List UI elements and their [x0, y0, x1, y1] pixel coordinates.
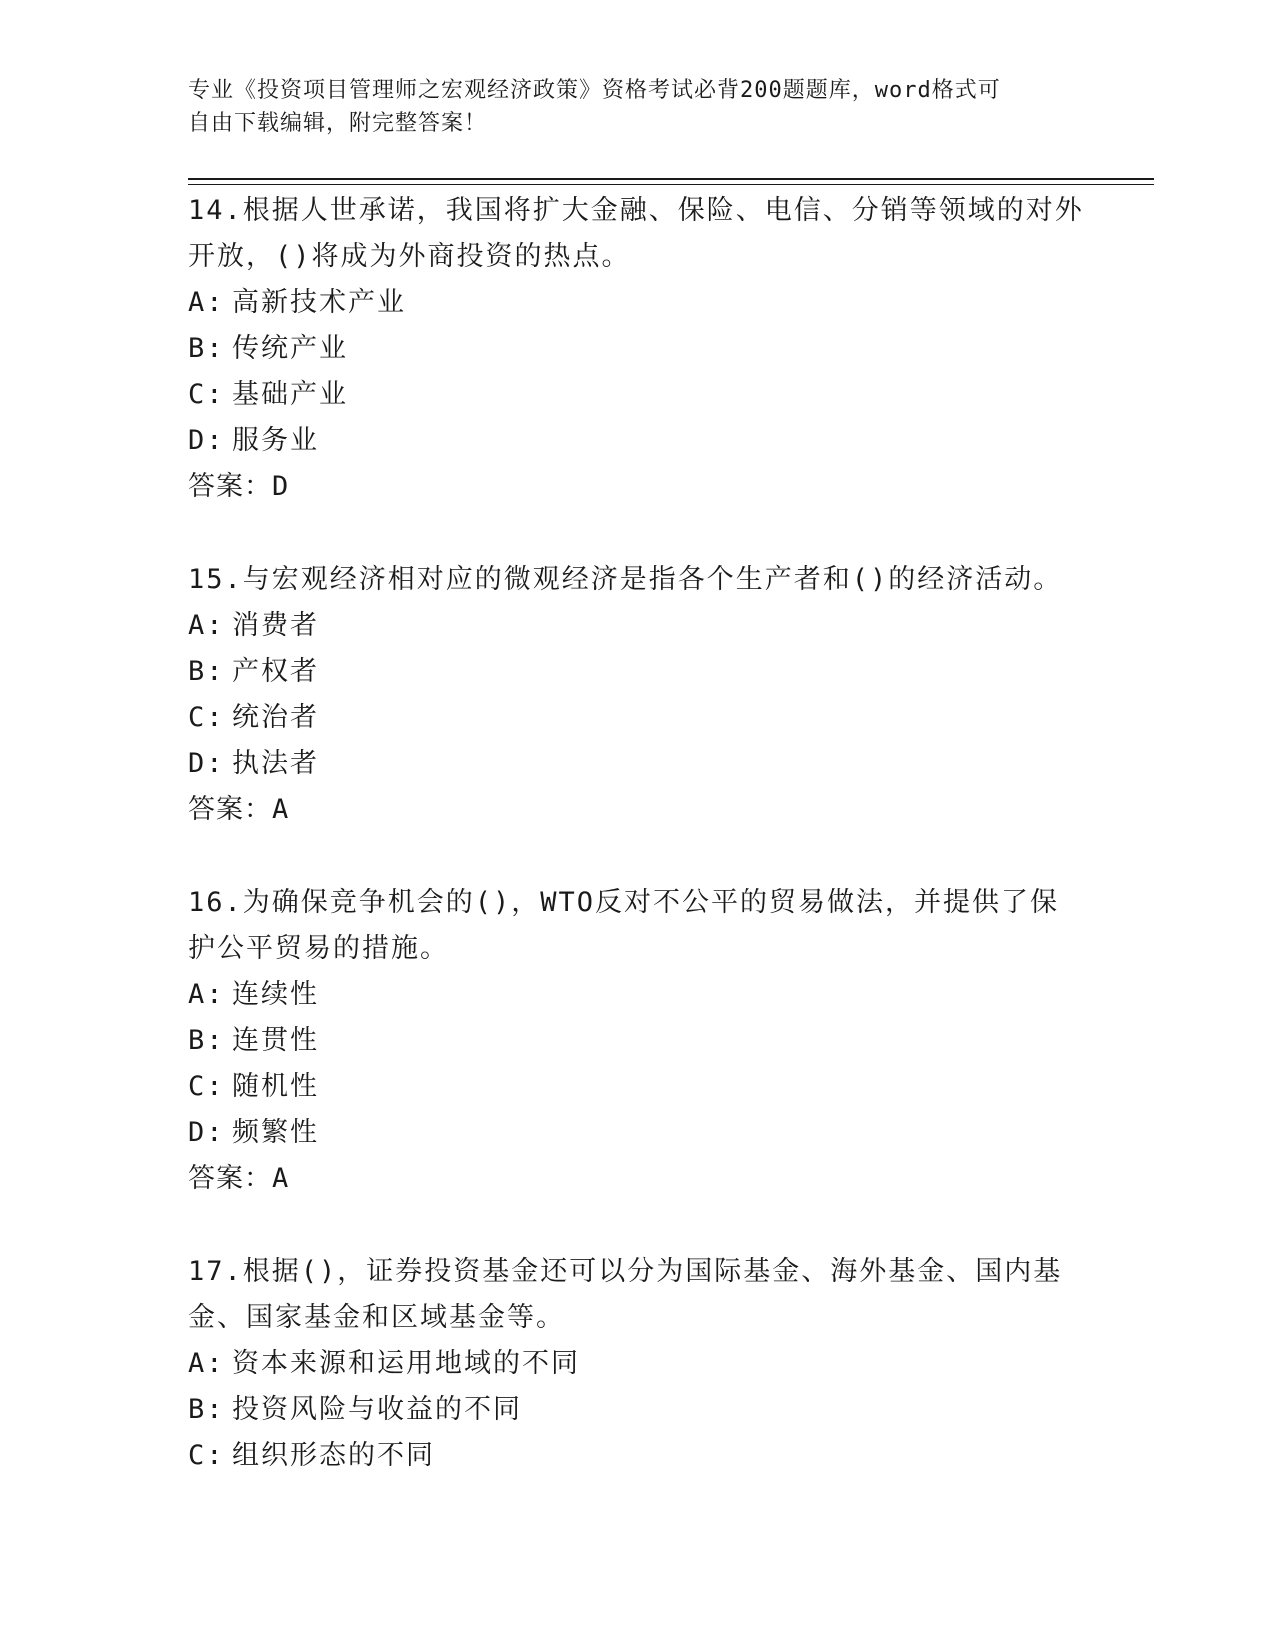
- question-text: 15.与宏观经济相对应的微观经济是指各个生产者和()的经济活动。: [188, 564, 1063, 595]
- header-line-1: 专业《投资项目管理师之宏观经济政策》资格考试必背200题题库，word格式可: [188, 78, 1001, 103]
- option-text: 连贯性: [232, 1025, 319, 1056]
- option-letter: D:: [188, 748, 225, 779]
- option-text: 频繁性: [232, 1117, 319, 1148]
- question-text: 16.为确保竞争机会的()，WTO反对不公平的贸易做法，并提供了保护公平贸易的措施。: [188, 887, 1060, 964]
- question-15: [188, 557, 1088, 833]
- option-text: 连续性: [232, 979, 319, 1010]
- option-text: 组织形态的不同: [232, 1440, 435, 1471]
- option-d: [188, 741, 1088, 787]
- answer-line: 答案：A: [188, 1163, 290, 1194]
- option-text: 产权者: [232, 656, 319, 687]
- answer-line: 答案：D: [188, 471, 290, 502]
- option-letter: C:: [188, 702, 225, 733]
- option-text: 随机性: [232, 1071, 319, 1102]
- option-text: 投资风险与收益的不同: [232, 1394, 522, 1425]
- header-line-2: 自由下载编辑，附完整答案！: [188, 111, 488, 136]
- question-14: [188, 188, 1088, 510]
- option-b: [188, 649, 1088, 695]
- option-b: [188, 1387, 1088, 1433]
- question-17: [188, 1249, 1088, 1479]
- document-header: [188, 74, 1088, 140]
- option-letter: B:: [188, 656, 225, 687]
- option-b: [188, 1018, 1088, 1064]
- option-text: 统治者: [232, 702, 319, 733]
- option-letter: B:: [188, 1025, 225, 1056]
- option-letter: A:: [188, 287, 225, 318]
- question-text: 17.根据()，证券投资基金还可以分为国际基金、海外基金、国内基金、国家基金和区域基金等。: [188, 1256, 1063, 1333]
- option-letter: A:: [188, 610, 225, 641]
- option-letter: D:: [188, 425, 225, 456]
- answer-line: 答案：A: [188, 794, 290, 825]
- header-divider-thin: [188, 184, 1154, 185]
- option-d: [188, 418, 1088, 464]
- option-a: [188, 972, 1088, 1018]
- option-letter: C:: [188, 379, 225, 410]
- option-text: 资本来源和运用地域的不同: [232, 1348, 580, 1379]
- option-letter: A:: [188, 1348, 225, 1379]
- question-16: [188, 880, 1088, 1202]
- option-c: [188, 1064, 1088, 1110]
- option-c: [188, 1433, 1088, 1479]
- option-letter: A:: [188, 979, 225, 1010]
- option-c: [188, 695, 1088, 741]
- option-letter: B:: [188, 1394, 225, 1425]
- option-text: 传统产业: [232, 333, 348, 364]
- option-text: 消费者: [232, 610, 319, 641]
- question-text: 14.根据人世承诺，我国将扩大金融、保险、电信、分销等领域的对外开放，()将成为外商投资的热点。: [188, 195, 1084, 272]
- option-text: 服务业: [232, 425, 319, 456]
- option-d: [188, 1110, 1088, 1156]
- question-list: [188, 188, 1088, 1526]
- option-letter: C:: [188, 1071, 225, 1102]
- option-a: [188, 280, 1088, 326]
- option-text: 高新技术产业: [232, 287, 406, 318]
- option-a: [188, 603, 1088, 649]
- option-text: 执法者: [232, 748, 319, 779]
- option-letter: D:: [188, 1117, 225, 1148]
- option-letter: C:: [188, 1440, 225, 1471]
- header-divider-thick: [188, 178, 1154, 180]
- option-a: [188, 1341, 1088, 1387]
- option-text: 基础产业: [232, 379, 348, 410]
- option-b: [188, 326, 1088, 372]
- option-c: [188, 372, 1088, 418]
- option-letter: B:: [188, 333, 225, 364]
